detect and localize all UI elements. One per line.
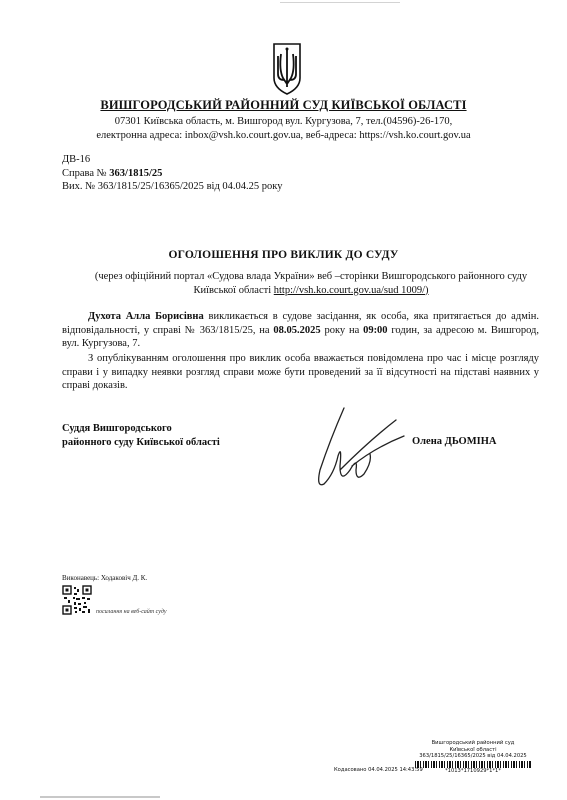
scan-artifact bbox=[40, 796, 160, 798]
barcode bbox=[415, 761, 531, 768]
person-name: Духота Алла Борисівна bbox=[88, 311, 204, 322]
case-number-line bbox=[62, 167, 162, 181]
court-contacts: електронна адреса: inbox@vsh.ko.court.gov.ua, веб-адреса: https://vsh.ko.court.gov.ua bbox=[96, 130, 471, 141]
trident-emblem-icon bbox=[270, 40, 304, 96]
court-address: 07301 Київська область, м. Вишгород вул. Кургузова, 7, тел.(04596)-26-170, bbox=[114, 116, 453, 127]
judge-title: Суддя Вишгородського районного суду Київської області bbox=[62, 423, 220, 448]
portal-note bbox=[86, 270, 536, 297]
form-code: ДВ-16 bbox=[62, 154, 91, 165]
hearing-time: 09:00 bbox=[363, 324, 388, 336]
hearing-date: 08.05.2025 bbox=[273, 324, 321, 336]
registration-stamp: Вишгородський районний суд Київської області 363/1815/25/16365/2025 від 04.04.2025 *1013*1710929*1*1* bbox=[408, 740, 538, 774]
scan-artifact bbox=[280, 2, 400, 3]
handwritten-signature bbox=[300, 400, 410, 500]
qr-code-caption: посилання на веб-сайт суду bbox=[96, 609, 167, 615]
consequence-paragraph: З опублікуванням оголошення про виклик особа вважається повідомлена про час і місце розгляду справи і у випадку неявки розгляд справи може бути проведений за її відсутності на підставі наявних у справі доказів. bbox=[62, 353, 539, 391]
portal-text: (через офіційний портал «Судова влада України» веб –сторінки Вишгородського районного суду Київської області bbox=[94, 271, 528, 296]
portal-link[interactable]: http://vsh.ko.court.gov.ua/sud 1009/) bbox=[273, 284, 429, 296]
encoded-timestamp: Кодасовано 04.04.2025 14:43:59 bbox=[334, 767, 423, 773]
outgoing-number-line bbox=[62, 180, 282, 194]
outgoing-number: 363/1815/25/16365/2025 bbox=[97, 181, 204, 192]
judge-name: Олена ДЬОМІНА bbox=[412, 436, 497, 447]
executor-note: Виконавець: Ходаковіч Д. К. bbox=[62, 574, 148, 582]
qr-code-icon[interactable] bbox=[62, 585, 92, 615]
notice-title: ОГОЛОШЕННЯ ПРО ВИКЛИК ДО СУДУ bbox=[168, 249, 399, 261]
case-label: Справа № bbox=[62, 168, 107, 179]
case-number: 363/1815/25 bbox=[109, 168, 163, 179]
outgoing-label: Вих. № bbox=[62, 181, 96, 192]
court-name: ВИШГОРОДСЬКИЙ РАЙОННИЙ СУД КИЇВСЬКОЇ ОБЛАСТІ bbox=[100, 98, 467, 112]
summons-paragraph: Духота Алла Борисівна викликається в судове засідання, як особа, яка притягається до адмін. відповідальності, у справі № 363/1815/25, на 08.05.2025 року на 09:00 годин, за адресою м. Вишгород, вул. Кургузова, 7. bbox=[62, 311, 539, 349]
outgoing-date: від 04.04.25 року bbox=[206, 181, 283, 192]
